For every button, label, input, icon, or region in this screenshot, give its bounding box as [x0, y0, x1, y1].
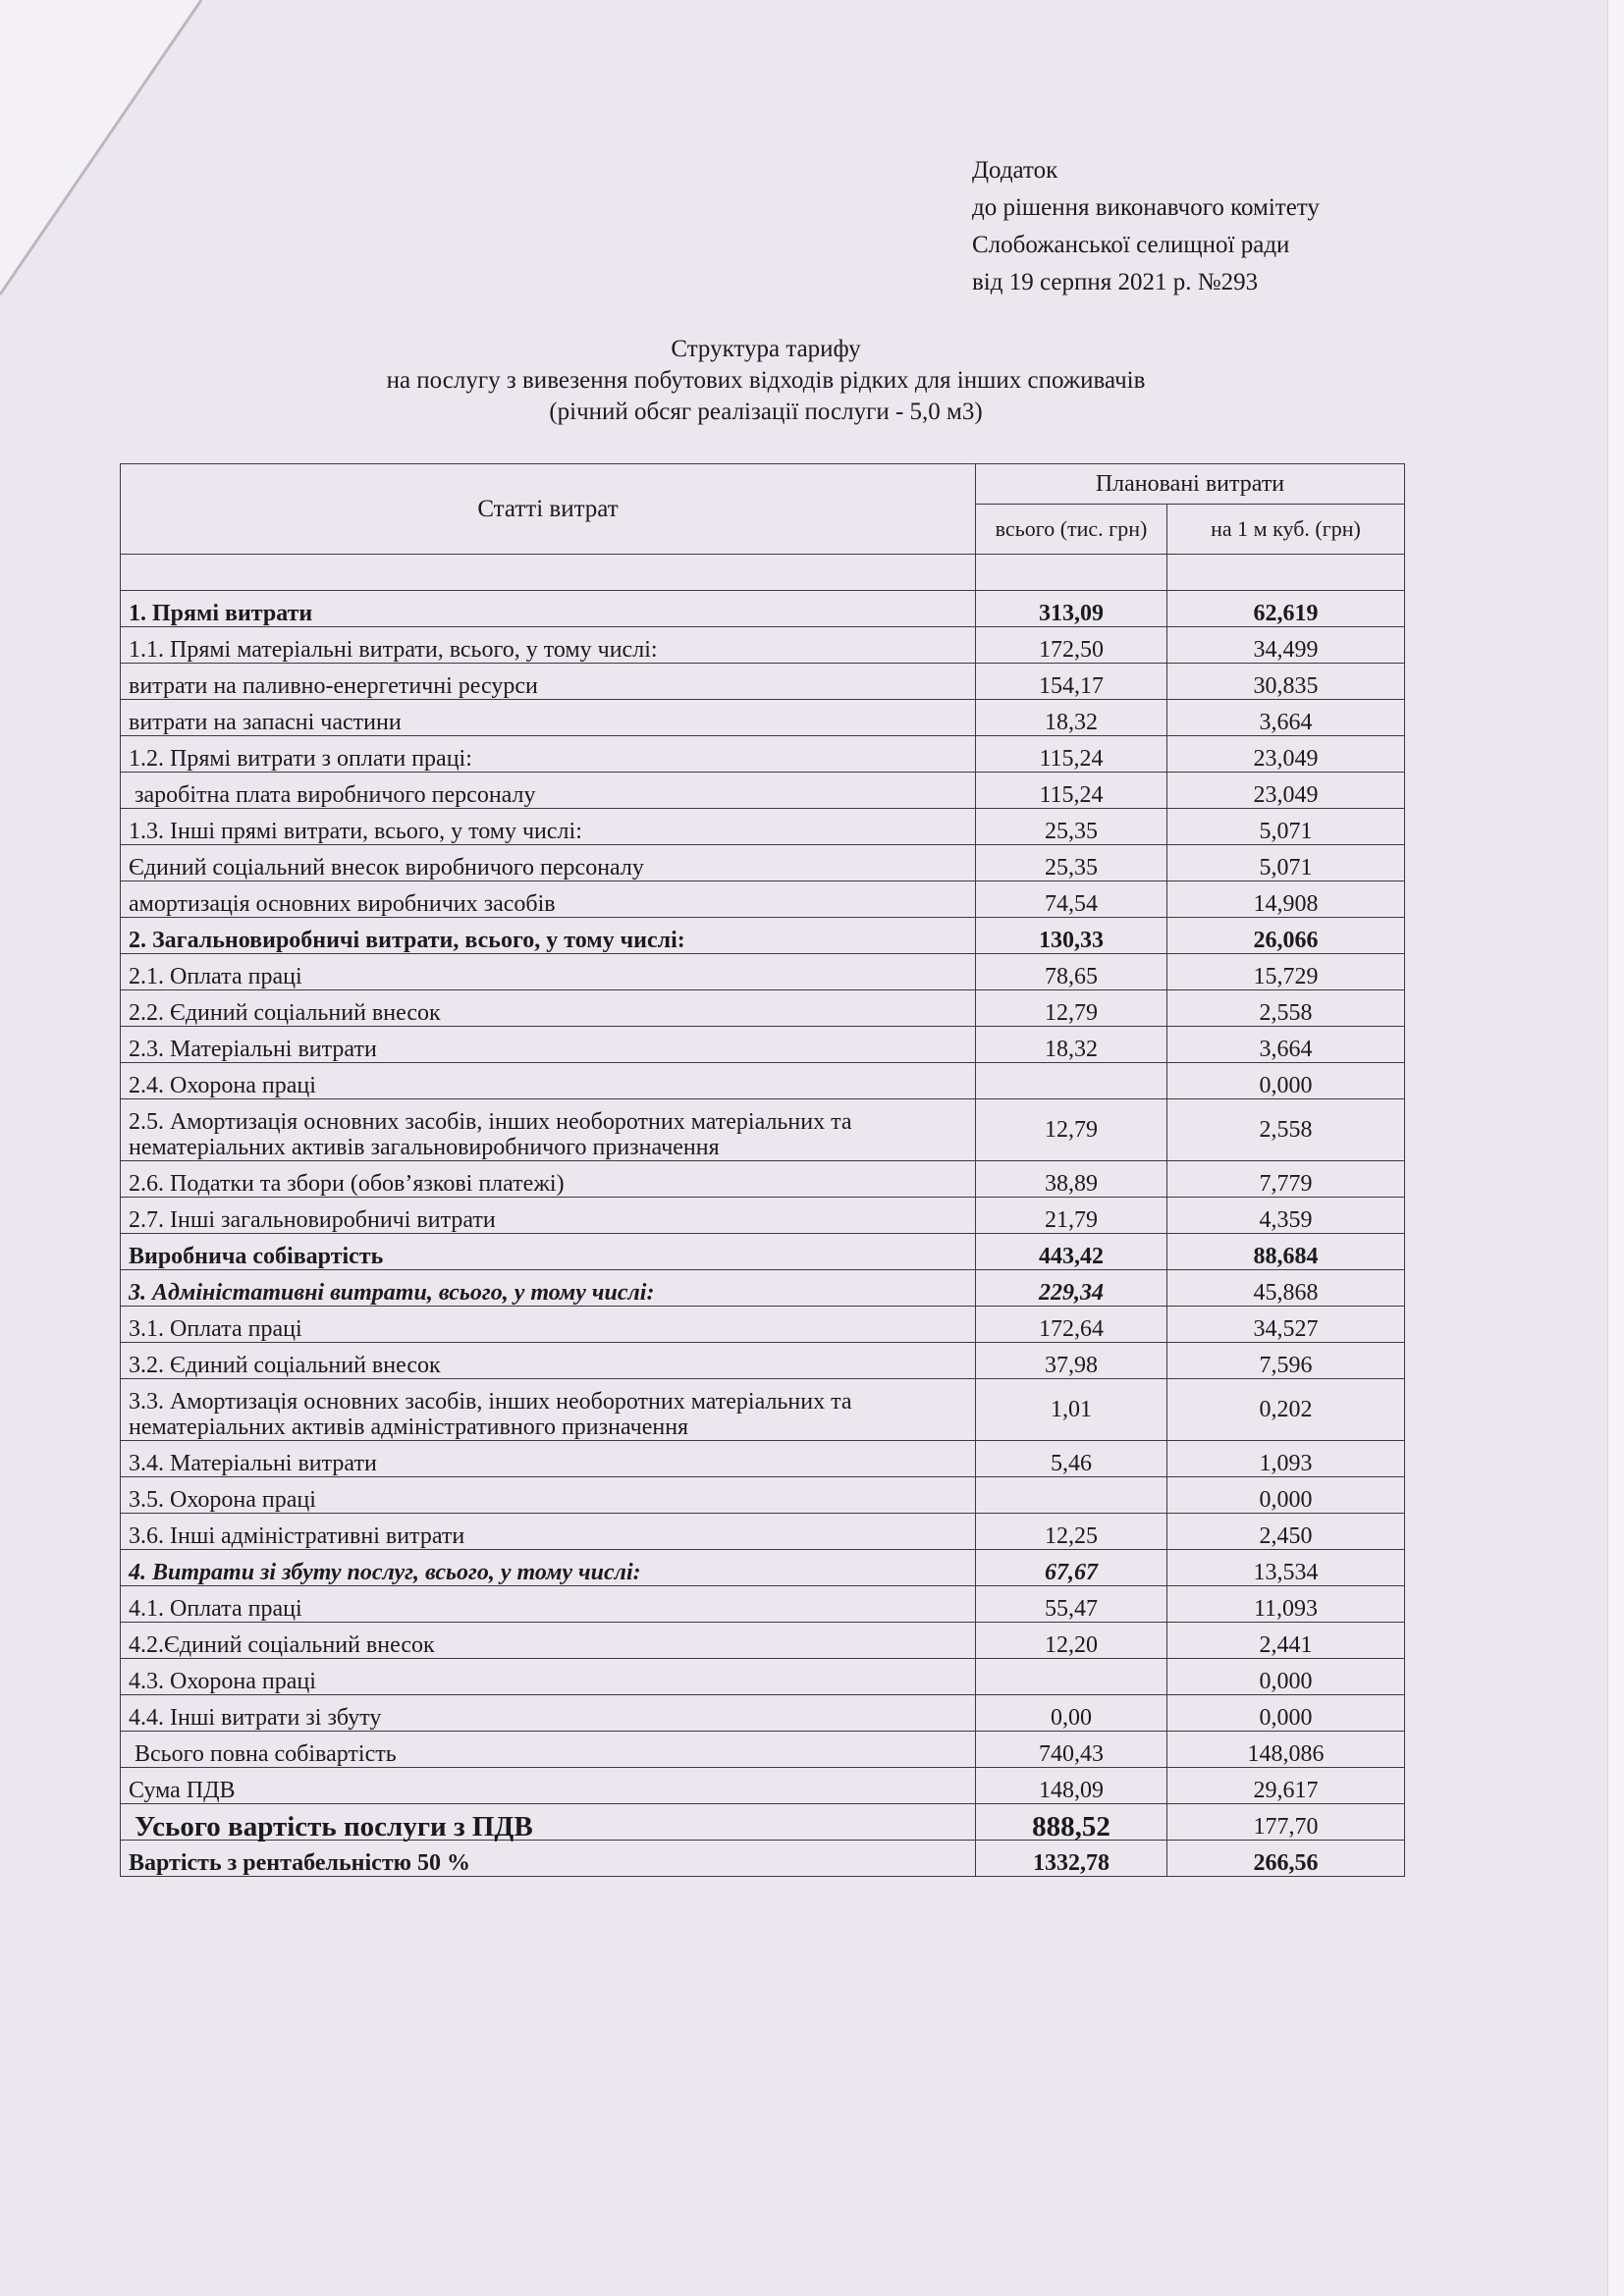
- header-per-cubic-meter: на 1 м куб. (грн): [1167, 505, 1405, 555]
- row-total: 148,09: [976, 1768, 1167, 1804]
- table-row: [121, 773, 1405, 809]
- row-per-unit: 2,558: [1167, 990, 1405, 1027]
- table-row: [121, 1063, 1405, 1099]
- row-name: 4.3. Охорона праці: [121, 1659, 976, 1695]
- table-row: [121, 1161, 1405, 1198]
- row-total: 888,52: [976, 1804, 1167, 1841]
- row-total: 18,32: [976, 1027, 1167, 1063]
- row-name: Усього вартість послуги з ПДВ: [121, 1804, 976, 1841]
- row-per-unit: 5,071: [1167, 845, 1405, 881]
- row-total: 0,00: [976, 1695, 1167, 1732]
- row-per-unit: 34,499: [1167, 627, 1405, 664]
- row-per-unit: 4,359: [1167, 1198, 1405, 1234]
- annex-line-3: Слобожанської селищної ради: [972, 232, 1290, 258]
- table-row: [121, 918, 1405, 954]
- row-per-unit: 0,000: [1167, 1477, 1405, 1514]
- row-per-unit: 2,558: [1167, 1099, 1405, 1161]
- row-per-unit: 266,56: [1167, 1841, 1405, 1877]
- row-per-unit: 23,049: [1167, 736, 1405, 773]
- row-per-unit: 3,664: [1167, 700, 1405, 736]
- row-name: 2.7. Інші загальновиробничі витрати: [121, 1198, 976, 1234]
- header-spacer: [121, 555, 976, 591]
- table-row: [121, 627, 1405, 664]
- row-total: 1332,78: [976, 1841, 1167, 1877]
- row-name: 2.4. Охорона праці: [121, 1063, 976, 1099]
- table-row: [121, 1234, 1405, 1270]
- row-total: 37,98: [976, 1343, 1167, 1379]
- annex-line-4: від 19 серпня 2021 р. №293: [972, 269, 1259, 295]
- table-row: [121, 1659, 1405, 1695]
- row-total: [976, 1063, 1167, 1099]
- title-line-2: на послугу з вивезення побутових відходів рідких для інших споживачів: [386, 367, 1146, 394]
- table-row: [121, 1732, 1405, 1768]
- row-name: 3.3. Амортизація основних засобів, інших необоротних матеріальних та нематеріальних активів адміністративного призначення: [121, 1379, 976, 1441]
- row-per-unit: 11,093: [1167, 1586, 1405, 1623]
- table-row: [121, 1343, 1405, 1379]
- title-line-3: (річний обсяг реалізації послуги - 5,0 м3): [549, 399, 983, 425]
- table-row: [121, 1027, 1405, 1063]
- row-name: Вартість з рентабельністю 50 %: [121, 1841, 976, 1877]
- row-total: 25,35: [976, 809, 1167, 845]
- row-name: 3.6. Інші адміністративні витрати: [121, 1514, 976, 1550]
- row-per-unit: 1,093: [1167, 1441, 1405, 1477]
- row-name: Виробнича собівартість: [121, 1234, 976, 1270]
- row-per-unit: 29,617: [1167, 1768, 1405, 1804]
- tariff-table: [120, 463, 1405, 1877]
- row-total: 74,54: [976, 881, 1167, 918]
- row-per-unit: 14,908: [1167, 881, 1405, 918]
- row-name: Всього повна собівартість: [121, 1732, 976, 1768]
- table-row: [121, 1841, 1405, 1877]
- row-total: 443,42: [976, 1234, 1167, 1270]
- row-per-unit: 15,729: [1167, 954, 1405, 990]
- row-total: 78,65: [976, 954, 1167, 990]
- row-name: витрати на паливно-енергетичні ресурси: [121, 664, 976, 700]
- row-name: 1.1. Прямі матеріальні витрати, всього, у тому числі:: [121, 627, 976, 664]
- row-per-unit: 2,450: [1167, 1514, 1405, 1550]
- row-total: 21,79: [976, 1198, 1167, 1234]
- row-name: 3.1. Оплата праці: [121, 1307, 976, 1343]
- row-total: 38,89: [976, 1161, 1167, 1198]
- row-name: амортизація основних виробничих засобів: [121, 881, 976, 918]
- table-row: [121, 1695, 1405, 1732]
- table-row: [121, 1099, 1405, 1161]
- row-name: 2. Загальновиробничі витрати, всього, у тому числі:: [121, 918, 976, 954]
- row-name: 2.1. Оплата праці: [121, 954, 976, 990]
- row-total: 229,34: [976, 1270, 1167, 1307]
- header-total: всього (тис. грн): [976, 505, 1167, 555]
- row-name: 2.2. Єдиний соціальний внесок: [121, 990, 976, 1027]
- row-total: [976, 1659, 1167, 1695]
- row-name: 2.5. Амортизація основних засобів, інших необоротних матеріальних та нематеріальних активів загальновиробничого призначення: [121, 1099, 976, 1161]
- table-row: [121, 1198, 1405, 1234]
- row-total: 172,50: [976, 627, 1167, 664]
- row-name: 3. Адміністативні витрати, всього, у тому числі:: [121, 1270, 976, 1307]
- row-name: витрати на запасні частини: [121, 700, 976, 736]
- row-total: [976, 1477, 1167, 1514]
- row-total: 18,32: [976, 700, 1167, 736]
- row-name: 4.1. Оплата праці: [121, 1586, 976, 1623]
- row-per-unit: 62,619: [1167, 591, 1405, 627]
- row-name: 1. Прямі витрати: [121, 591, 976, 627]
- table-row: [121, 736, 1405, 773]
- document-title: [118, 334, 1414, 428]
- row-per-unit: 0,000: [1167, 1659, 1405, 1695]
- row-per-unit: 45,868: [1167, 1270, 1405, 1307]
- row-per-unit: 34,527: [1167, 1307, 1405, 1343]
- row-name: 2.6. Податки та збори (обов’язкові платежі): [121, 1161, 976, 1198]
- row-per-unit: 26,066: [1167, 918, 1405, 954]
- table-row: [121, 1623, 1405, 1659]
- row-name: 1.3. Інші прямі витрати, всього, у тому числі:: [121, 809, 976, 845]
- row-per-unit: 7,779: [1167, 1161, 1405, 1198]
- row-per-unit: 13,534: [1167, 1550, 1405, 1586]
- table-row: [121, 664, 1405, 700]
- annex-header: [972, 152, 1320, 301]
- row-name: 3.5. Охорона праці: [121, 1477, 976, 1514]
- row-name: 4.2.Єдиний соціальний внесок: [121, 1623, 976, 1659]
- row-total: 115,24: [976, 736, 1167, 773]
- table-row: [121, 1586, 1405, 1623]
- row-per-unit: 23,049: [1167, 773, 1405, 809]
- row-name: 3.2. Єдиний соціальний внесок: [121, 1343, 976, 1379]
- row-name: 4.4. Інші витрати зі збуту: [121, 1695, 976, 1732]
- row-total: 154,17: [976, 664, 1167, 700]
- table-row: [121, 954, 1405, 990]
- annex-line-2: до рішення виконавчого комітету: [972, 194, 1320, 221]
- header-cost-items: Статті витрат: [121, 464, 976, 555]
- row-name: 1.2. Прямі витрати з оплати праці:: [121, 736, 976, 773]
- row-per-unit: 177,70: [1167, 1804, 1405, 1841]
- table-row: [121, 1804, 1405, 1841]
- table-row: [121, 845, 1405, 881]
- row-total: 12,79: [976, 990, 1167, 1027]
- table-row: [121, 1379, 1405, 1441]
- row-per-unit: 30,835: [1167, 664, 1405, 700]
- table-row: [121, 591, 1405, 627]
- row-total: 740,43: [976, 1732, 1167, 1768]
- row-total: 12,79: [976, 1099, 1167, 1161]
- row-total: 313,09: [976, 591, 1167, 627]
- row-name: 2.3. Матеріальні витрати: [121, 1027, 976, 1063]
- row-per-unit: 7,596: [1167, 1343, 1405, 1379]
- row-per-unit: 0,202: [1167, 1379, 1405, 1441]
- row-per-unit: 2,441: [1167, 1623, 1405, 1659]
- row-total: 5,46: [976, 1441, 1167, 1477]
- row-total: 55,47: [976, 1586, 1167, 1623]
- row-name: Єдиний соціальний внесок виробничого персоналу: [121, 845, 976, 881]
- row-per-unit: 5,071: [1167, 809, 1405, 845]
- row-total: 12,20: [976, 1623, 1167, 1659]
- title-line-1: Структура тарифу: [671, 336, 861, 362]
- row-name: 4. Витрати зі збуту послуг, всього, у тому числі:: [121, 1550, 976, 1586]
- row-per-unit: 0,000: [1167, 1695, 1405, 1732]
- row-total: 67,67: [976, 1550, 1167, 1586]
- row-per-unit: 88,684: [1167, 1234, 1405, 1270]
- row-per-unit: 0,000: [1167, 1063, 1405, 1099]
- scan-right-edge: [1607, 0, 1624, 2296]
- table-row: [121, 1514, 1405, 1550]
- row-total: 130,33: [976, 918, 1167, 954]
- annex-line-1: Додаток: [972, 157, 1058, 184]
- table-row: [121, 990, 1405, 1027]
- table-row: [121, 1441, 1405, 1477]
- row-name: заробітна плата виробничого персоналу: [121, 773, 976, 809]
- row-per-unit: 148,086: [1167, 1732, 1405, 1768]
- row-total: 1,01: [976, 1379, 1167, 1441]
- table-row: [121, 1768, 1405, 1804]
- table-row: [121, 700, 1405, 736]
- table-row: [121, 1477, 1405, 1514]
- row-total: 25,35: [976, 845, 1167, 881]
- table-row: [121, 809, 1405, 845]
- row-name: 3.4. Матеріальні витрати: [121, 1441, 976, 1477]
- row-per-unit: 3,664: [1167, 1027, 1405, 1063]
- table-row: [121, 1550, 1405, 1586]
- table-row: [121, 1270, 1405, 1307]
- table-row: [121, 1307, 1405, 1343]
- row-total: 172,64: [976, 1307, 1167, 1343]
- row-name: Сума ПДВ: [121, 1768, 976, 1804]
- row-total: 12,25: [976, 1514, 1167, 1550]
- header-planned-costs: Плановані витрати: [976, 464, 1405, 505]
- table-row: [121, 881, 1405, 918]
- row-total: 115,24: [976, 773, 1167, 809]
